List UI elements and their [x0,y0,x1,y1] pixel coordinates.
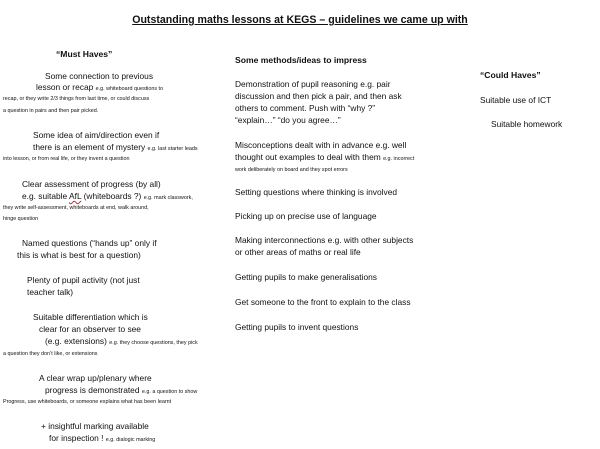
example-note: e.g. mark classwork, [143,195,193,201]
method-invent: Getting pupils to invent questions [235,322,359,332]
note-line: a question they don’t like, or extensions [3,351,98,357]
example-note: e.g. last starter leads [147,146,198,152]
line: this is what is best for a question) [17,250,141,260]
line: clear for an observer to see [39,324,141,334]
line: Misconceptions dealt with in advance e.g. well [235,140,407,150]
example-note: e.g. a question to show [141,389,198,395]
note-line: recap, or they write 2/3 things from last time, or could discuss [3,96,150,102]
note-line: work deliberately on board and they spot errors [235,167,348,173]
method-generalisations: Getting pupils to make generalisations [235,272,377,282]
line: or other areas of maths or real life [235,247,361,257]
could-have-ict: Suitable use of ICT [480,95,552,105]
line [36,82,163,93]
text: (whiteboards ?) [81,191,142,201]
example-note: e.g. dialogic marking [105,437,156,443]
line [235,151,414,165]
line [49,433,155,444]
example-note: e.g. whiteboard questions to [95,86,164,92]
text: lesson or recap [36,82,94,92]
line [45,336,198,347]
note-line: into lesson, or from real life, or they invent a question [3,156,130,162]
note-line: hinge question [3,216,39,222]
text: (e.g. extensions) [45,336,107,346]
note-line: a question in pairs and then pair picked. [3,108,99,114]
page-title: Outstanding maths lessons at KEGS – guidelines we came up with [132,14,468,26]
line [45,385,197,396]
line: others to comment. Push with “why ?” [235,103,376,113]
line: Demonstration of pupil reasoning e.g. pair [235,79,391,89]
method-language: Picking up on precise use of language [235,211,377,221]
could-haves-heading: “Could Haves” [480,70,541,80]
text: there is an element of mystery [33,142,146,152]
line: Making interconnections e.g. with other subjects [235,235,414,245]
line: Suitable differentiation which is [33,312,148,322]
line [33,142,198,153]
line: Some idea of aim/direction even if [33,130,160,140]
method-thinking: Setting questions where thinking is involved [235,187,398,197]
line: Some connection to previous [45,71,154,81]
example-note: e.g. incorrect [383,156,415,162]
text: e.g. suitable [22,191,70,201]
text: thought out examples to deal with them [235,152,381,162]
note-line: they write self-assessment, whiteboards at end, walk around, [3,205,149,211]
line: A clear wrap up/plenary where [39,373,152,383]
method-front: Get someone to the front to explain to the class [235,297,411,307]
line: teacher talk) [27,287,74,297]
example-note: e.g. they choose questions, they pick [109,340,198,346]
line [22,191,193,202]
note-line: Progress, use whiteboards, or someone explains what has been learnt [3,399,172,405]
line: Plenty of pupil activity (not just [27,275,140,285]
text: progress is demonstrated [45,385,140,395]
text: for inspection ! [49,433,104,443]
methods-heading: Some methods/ideas to impress [235,55,367,65]
must-haves-heading: “Must Haves” [56,49,113,59]
line: “explain…” “do you agree…” [235,115,341,125]
afl-term: AfL [69,191,82,201]
line: discussion and then pick a pair, and then ask [235,91,402,101]
line: Named questions (“hands up” only if [22,238,157,248]
could-have-homework: Suitable homework [491,119,563,129]
line: Clear assessment of progress (by all) [22,179,161,189]
line: + insightful marking available [41,421,149,431]
